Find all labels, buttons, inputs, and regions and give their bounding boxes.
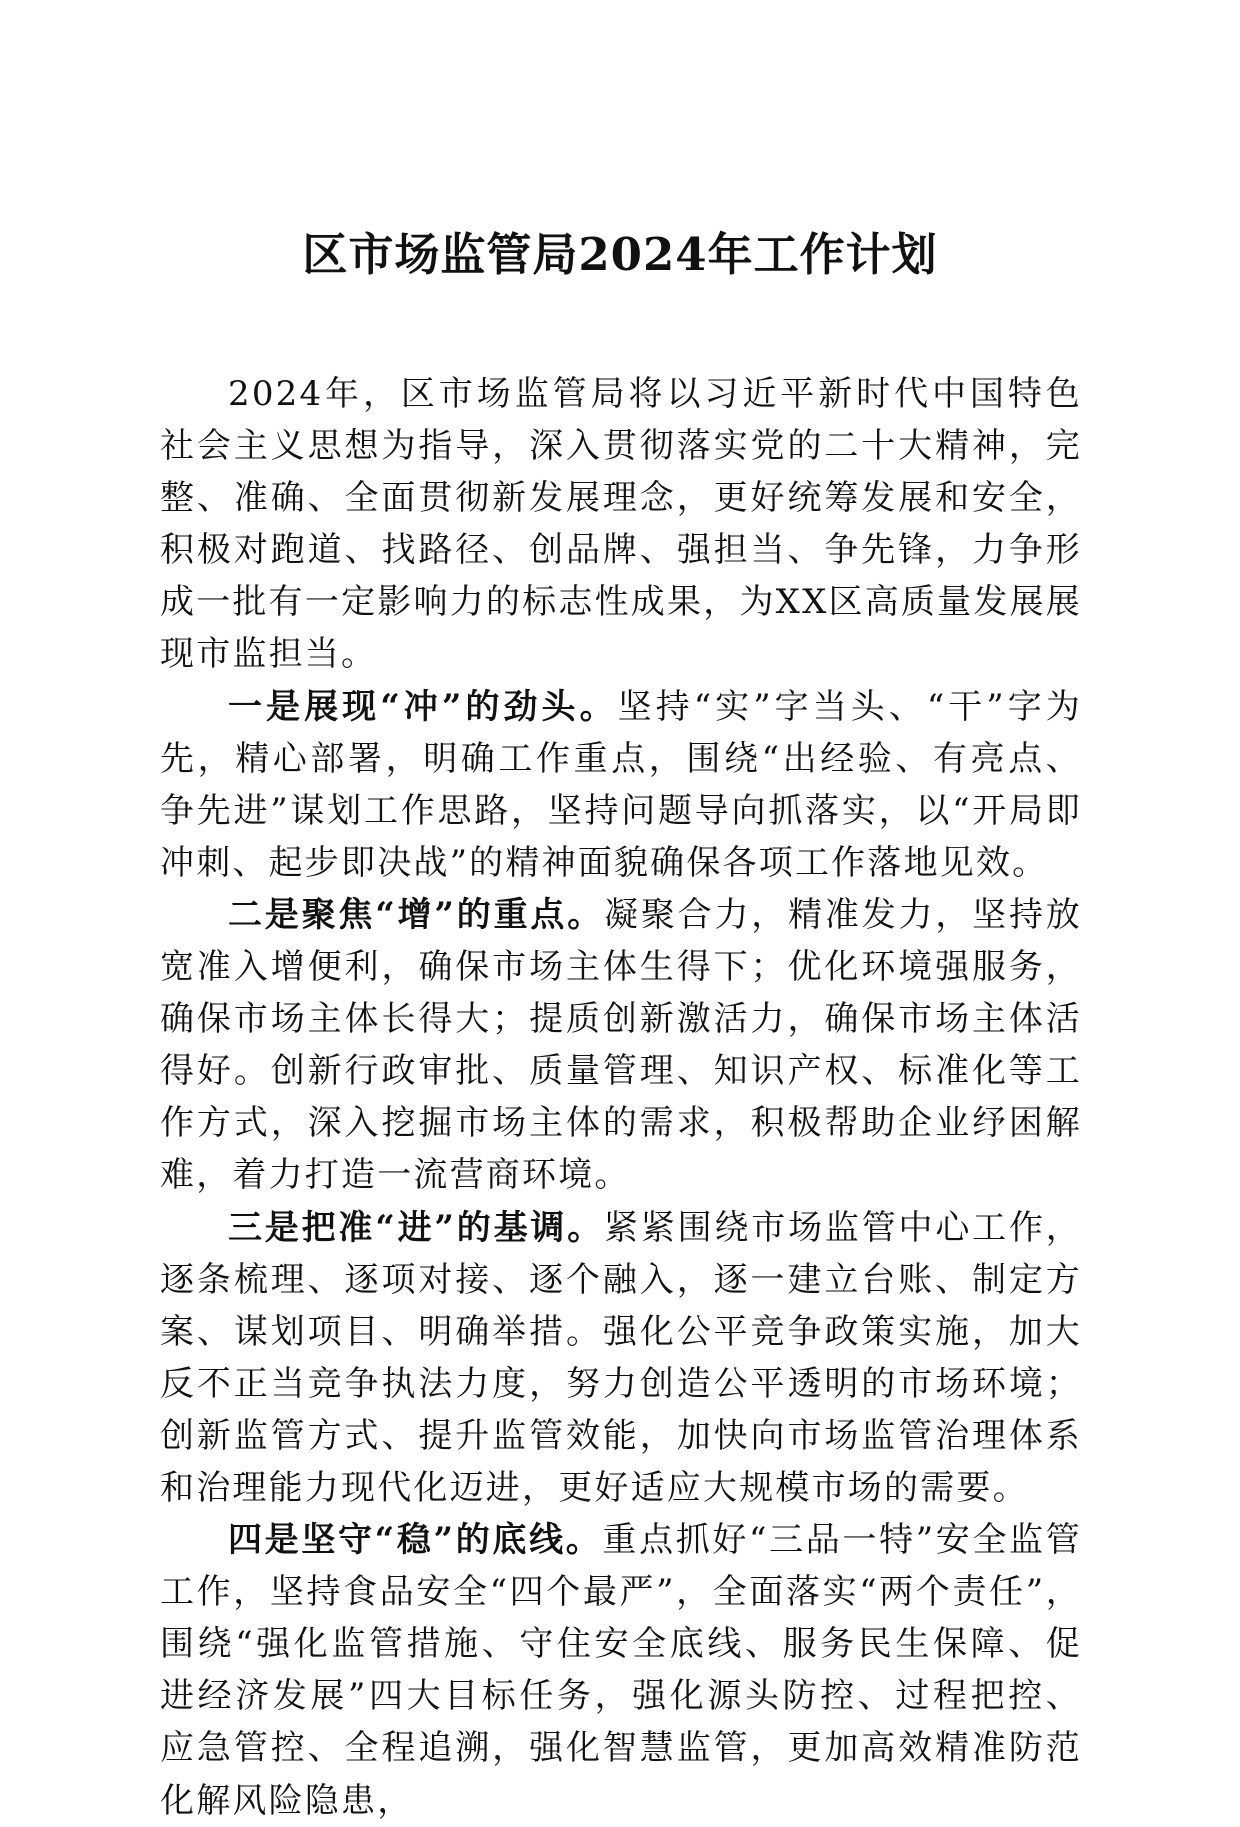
paragraph-point-2: [160, 889, 1082, 1202]
paragraph-text: 凝聚合力，精准发力，坚持放宽准入增便利，确保市场主体生得下；优化环境强服务，确保市场主体长得大；提质创新激活力，确保市场主体活得好。创新行政审批、质量管理、知识产权、标准化等工作方式，深入挖掘市场主体的需求，积极帮助企业纾困解难，着力打造一流营商环境。: [160, 894, 1082, 1196]
document-title: 区市场监管局2024年工作计划: [302, 228, 938, 281]
paragraph-text: 紧紧围绕市场监管中心工作，逐条梳理、逐项对接、逐个融入，逐一建立台账、制定方案、谋划项目、明确举措。强化公平竞争政策实施，加大反不正当竞争执法力度，努力创造公平透明的市场环境；创新监管方式、提升监管效能，加快向市场监管治理体系和治理能力现代化迈进，更好适应大规模市场的需要。: [160, 1207, 1082, 1508]
paragraph-point-1: [160, 681, 1082, 889]
paragraph-point-3: [160, 1202, 1082, 1515]
paragraph-lead: 一是展现“冲”的劲头。: [228, 686, 618, 727]
paragraph-lead: 二是聚焦“增”的重点。: [228, 894, 605, 935]
paragraph-lead: 四是坚守“稳”的底线。: [228, 1520, 603, 1561]
paragraph-lead: 三是把准“进”的基调。: [228, 1207, 605, 1248]
paragraph-text: 坚持“实”字当头、“干”字为先，精心部署，明确工作重点，围绕“出经验、有亮点、争先进”谋划工作思路，坚持问题导向抓落实，以“开局即冲刺、起步即决战”的精神面貌确保各项工作落地见效。: [160, 686, 1082, 883]
paragraph-text: 2024年，区市场监管局将以习近平新时代中国特色社会主义思想为指导，深入贯彻落实党的二十大精神，完整、准确、全面贯彻新发展理念，更好统筹发展和安全，积极对跑道、找路径、创品牌、强担当、争先锋，力争形成一批有一定影响力的标志性成果，为XX区高质量发展展现市监担当。: [160, 374, 1082, 675]
document-body: [160, 368, 1082, 1827]
paragraph-point-4: [160, 1514, 1082, 1827]
paragraph-text: 重点抓好“三品一特”安全监管工作，坚持食品安全“四个最严”，全面落实“两个责任”，围绕“强化监管措施、守住安全底线、服务民生保障、促进经济发展”四大目标任务，强化源头防控、过程把控、应急管控、全程追溯，强化智慧监管，更加高效精准防范化解风险隐患，: [160, 1520, 1082, 1821]
paragraph-intro: [160, 368, 1082, 681]
